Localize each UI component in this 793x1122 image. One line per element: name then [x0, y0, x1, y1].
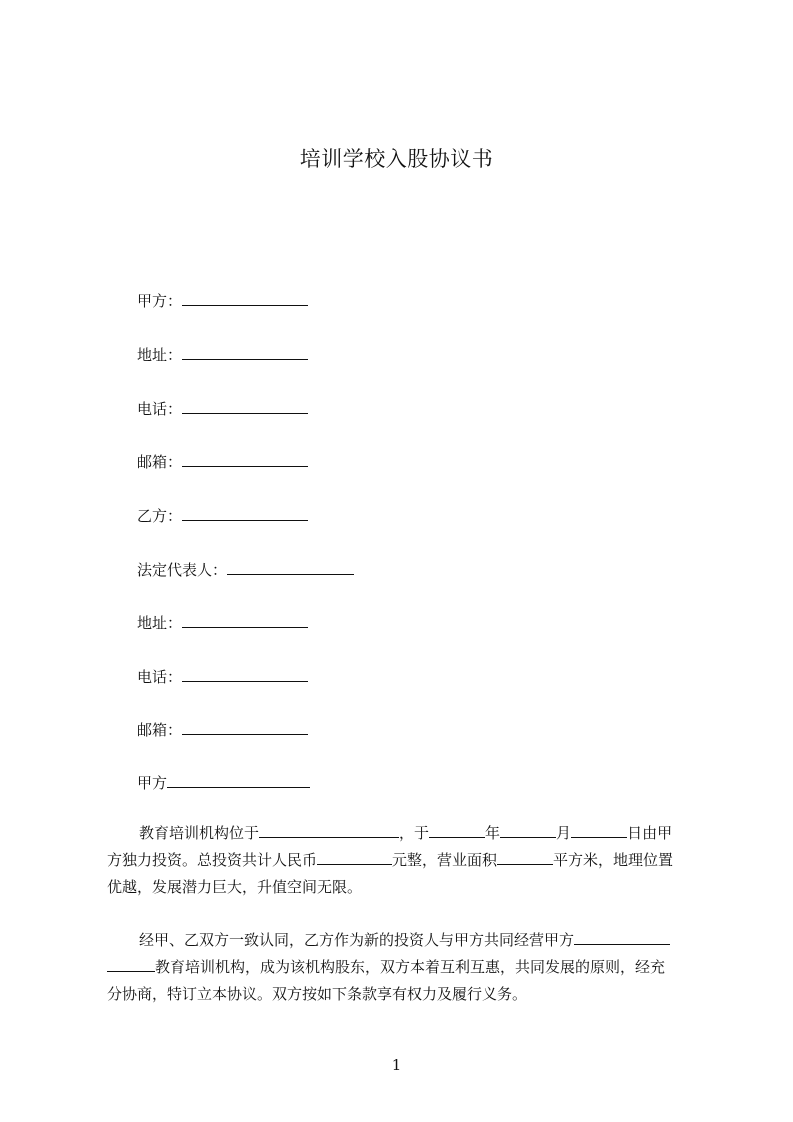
party-a-field	[137, 291, 308, 311]
party-a-email-blank	[182, 452, 308, 467]
party-b-address-field	[137, 613, 308, 633]
party-a-name-blank	[167, 773, 310, 788]
party-b-label: 乙方：	[137, 507, 183, 525]
party-b-field	[137, 506, 308, 526]
day-blank	[571, 823, 627, 838]
party-b-blank	[182, 506, 308, 521]
paragraph-1-line-1: 教育培训机构位于 ，于 年 月 日由甲	[139, 824, 673, 842]
party-b-email-field	[137, 720, 308, 740]
paragraph-2-line-3: 分协商，特订立本协议。双方按如下条款享有权力及履行义务。	[107, 985, 528, 1003]
party-a-name-field	[137, 773, 310, 793]
location-blank	[259, 823, 399, 838]
paragraph-1-line-2: 方独力投资。总投资共计人民币 元整，营业面积 平方米，地理位置	[107, 851, 674, 869]
party-a-phone-label: 电话：	[137, 400, 183, 418]
party-a-address-blank	[182, 345, 308, 360]
paragraph-agreement-intent	[107, 927, 697, 1008]
page-number: 1	[391, 1056, 402, 1074]
party-b-email-label: 邮箱：	[137, 721, 183, 739]
party-a-phone-field	[137, 399, 308, 419]
document-title: 培训学校入股协议书	[299, 147, 494, 171]
paragraph-2-line-2: 教育培训机构，成为该机构股东，双方本着互利互惠，共同发展的原则，经充	[107, 954, 697, 981]
party-a-blank	[182, 291, 308, 306]
party-b-phone-label: 电话：	[137, 668, 183, 686]
party-b-email-blank	[182, 720, 308, 735]
party-a-email-label: 邮箱：	[137, 453, 183, 471]
party-a-label: 甲方：	[137, 292, 183, 310]
legal-representative-label: 法定代表人：	[137, 561, 228, 579]
party-b-address-label: 地址：	[137, 614, 183, 632]
party-a-name-label: 甲方	[137, 774, 168, 792]
party-a-email-field	[137, 452, 308, 472]
party-a-phone-blank	[182, 399, 308, 414]
month-blank	[500, 823, 556, 838]
institution-name-blank-part-1	[574, 930, 670, 945]
paragraph-2-line-1: 经甲、乙双方一致认同，乙方作为新的投资人与甲方共同经营甲方	[107, 927, 697, 954]
legal-representative-field	[137, 560, 354, 580]
paragraph-institution-info	[107, 820, 697, 901]
institution-name-blank-part-2	[107, 957, 155, 972]
investment-amount-blank	[317, 850, 392, 865]
party-b-phone-blank	[182, 667, 308, 682]
legal-representative-blank	[227, 560, 354, 575]
year-blank	[429, 823, 485, 838]
party-a-address-label: 地址：	[137, 346, 183, 364]
paragraph-1-line-3: 优越，发展潜力巨大，升值空间无限。	[107, 878, 363, 896]
party-b-address-blank	[182, 613, 308, 628]
area-blank	[497, 850, 553, 865]
party-a-address-field	[137, 345, 308, 365]
party-b-phone-field	[137, 667, 308, 687]
